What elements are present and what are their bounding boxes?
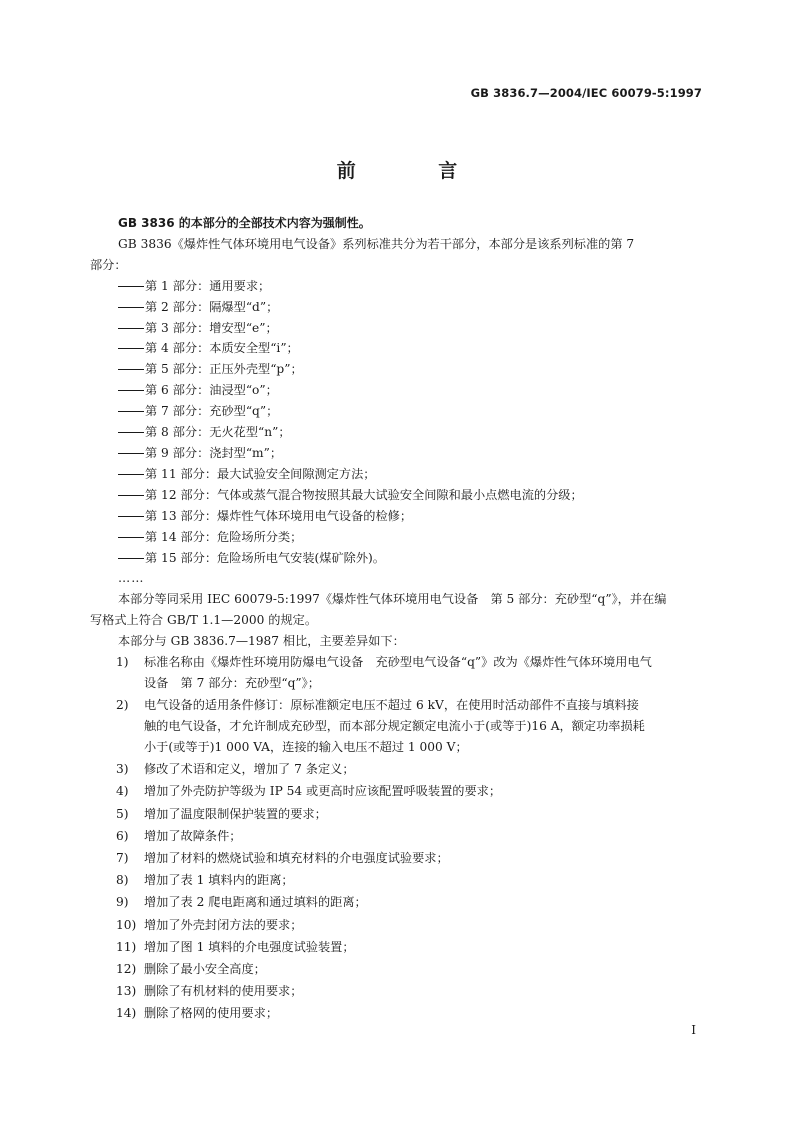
list-item — [90, 464, 704, 485]
dash-mark — [118, 411, 144, 412]
part-label: 第 4 部分：本质安全型“i”； — [145, 341, 299, 356]
item-number: 6) — [116, 828, 129, 843]
series-statement-line-1: GB 3836《爆炸性气体环境用电气设备》系列标准共分为若干部分，本部分是该系列标准的第 7 — [118, 236, 635, 251]
dash-mark — [118, 286, 144, 287]
item-text: 删除了最小安全高度； — [144, 961, 266, 976]
adoption-statement-line-2: 写格式上符合 GB/T 1.1—2000 的规定。 — [90, 613, 318, 628]
item-number: 7) — [116, 850, 129, 865]
item-text: 标准名称由《爆炸性环境用防爆电气设备 充砂型电气设备“q”》改为《爆炸性气体环境用电气 — [144, 655, 652, 670]
item-text: 增加了材料的燃烧试验和填充材料的介电强度试验要求； — [144, 850, 449, 865]
list-item — [90, 422, 704, 443]
list-item — [90, 318, 704, 339]
item-number: 13) — [116, 984, 137, 999]
list-item — [90, 297, 704, 318]
part-label: 第 1 部分：通用要求； — [145, 278, 271, 293]
item-text: 删除了有机材料的使用要求； — [144, 984, 303, 999]
item-number: 12) — [116, 961, 137, 976]
item-number: 1) — [116, 655, 129, 670]
dash-mark — [118, 474, 144, 475]
dash-mark — [118, 432, 144, 433]
item-number: 3) — [116, 762, 129, 777]
difference-item — [90, 804, 704, 825]
item-text: 增加了表 2 爬电距离和通过填料的距离； — [144, 895, 367, 910]
list-item — [90, 380, 704, 401]
item-text: 增加了表 1 填料内的距离； — [144, 873, 294, 888]
part-label: 第 14 部分：危险场所分类； — [145, 529, 303, 544]
foreword-body — [90, 213, 704, 1024]
list-item — [90, 359, 704, 380]
difference-item — [90, 892, 704, 913]
difference-item — [90, 759, 704, 780]
list-item — [90, 401, 704, 422]
item-text: 小于(或等于)1 000 VA，连接的输入电压不超过 1 000 V； — [144, 739, 468, 754]
parts-list — [90, 276, 704, 590]
item-text: 增加了温度限制保护装置的要求； — [144, 806, 327, 821]
item-number: 14) — [116, 1006, 137, 1021]
part-label: 第 15 部分：危险场所电气安装(煤矿除外)。 — [145, 550, 385, 565]
dash-mark — [118, 348, 144, 349]
item-text: 电气设备的适用条件修订：原标准额定电压不超过 6 kV，在使用时活动部件不直接与填料接 — [144, 698, 639, 713]
list-item — [90, 527, 704, 548]
difference-item — [90, 1003, 704, 1024]
item-text: 删除了格网的使用要求； — [144, 1006, 279, 1021]
differences-list — [90, 652, 704, 1024]
list-item — [90, 276, 704, 297]
page-title: 前 言 — [336, 160, 496, 182]
dash-mark — [118, 537, 144, 538]
difference-item — [90, 848, 704, 869]
item-number: 9) — [116, 895, 129, 910]
difference-item — [90, 826, 704, 847]
dash-mark — [118, 495, 144, 496]
part-label: 第 7 部分：充砂型“q”； — [145, 404, 279, 419]
item-number: 4) — [116, 784, 129, 799]
list-item — [90, 506, 704, 527]
list-item — [90, 548, 704, 569]
item-number: 11) — [116, 939, 137, 954]
item-text: 增加了故障条件； — [144, 828, 242, 843]
dash-mark — [118, 328, 144, 329]
dash-mark — [118, 307, 144, 308]
item-number: 10) — [116, 917, 137, 932]
item-text: 增加了外壳防护等级为 IP 54 或更高时应该配置呼吸装置的要求； — [144, 784, 502, 799]
dash-mark — [118, 369, 144, 370]
item-text: 增加了图 1 填料的介电强度试验装置； — [144, 939, 355, 954]
difference-item — [90, 781, 704, 802]
item-text: 增加了外壳封闭方法的要求； — [144, 917, 303, 932]
differences-intro: 本部分与 GB 3836.7—1987 相比，主要差异如下： — [118, 634, 405, 649]
difference-item — [90, 959, 704, 980]
part-label: 第 6 部分：油浸型“o”； — [145, 383, 278, 398]
difference-item — [90, 652, 704, 694]
part-label: 第 3 部分：增安型“e”； — [145, 320, 278, 335]
item-number: 2) — [116, 698, 129, 713]
part-label: 第 11 部分：最大试验安全间隙测定方法； — [145, 466, 376, 481]
part-label: 第 5 部分：正压外壳型“p”； — [145, 362, 303, 377]
difference-item — [90, 870, 704, 891]
item-text: 触的电气设备，才允许制成充砂型，而本部分规定额定电流小于(或等于)16 A，额定功率损耗 — [144, 719, 645, 734]
dash-mark — [118, 516, 144, 517]
part-label: 第 13 部分：爆炸性气体环境用电气设备的检修； — [145, 508, 413, 523]
adoption-statement-line-1: 本部分等同采用 IEC 60079-5:1997《爆炸性气体环境用电气设备 第 5 部分：充砂型“q”》，并在编 — [118, 592, 667, 607]
difference-item — [90, 695, 704, 758]
mandatory-statement: GB 3836 的本部分的全部技术内容为强制性。 — [118, 216, 371, 230]
list-item — [90, 485, 704, 506]
difference-item — [90, 981, 704, 1002]
series-statement-line-2: 部分： — [90, 257, 127, 272]
standard-code: GB 3836.7—2004/IEC 60079-5:1997 — [470, 86, 702, 100]
list-item — [90, 338, 704, 359]
item-text: 设备 第 7 部分：充砂型“q”》； — [144, 675, 320, 690]
dash-mark — [118, 390, 144, 391]
ellipsis: …… — [118, 571, 145, 586]
part-label: 第 8 部分：无火花型“n”； — [145, 425, 291, 440]
difference-item — [90, 915, 704, 936]
item-text: 修改了术语和定义，增加了 7 条定义； — [144, 762, 355, 777]
part-label: 第 12 部分：气体或蒸气混合物按照其最大试验安全间隙和最小点燃电流的分级； — [145, 487, 583, 502]
list-item — [90, 443, 704, 464]
dash-mark — [118, 558, 144, 559]
dash-mark — [118, 453, 144, 454]
part-label: 第 9 部分：浇封型“m”； — [145, 445, 283, 460]
difference-item — [90, 937, 704, 958]
page-number: I — [691, 1023, 696, 1037]
item-number: 8) — [116, 873, 129, 888]
item-number: 5) — [116, 806, 129, 821]
part-label: 第 2 部分：隔爆型“d”； — [145, 299, 279, 314]
